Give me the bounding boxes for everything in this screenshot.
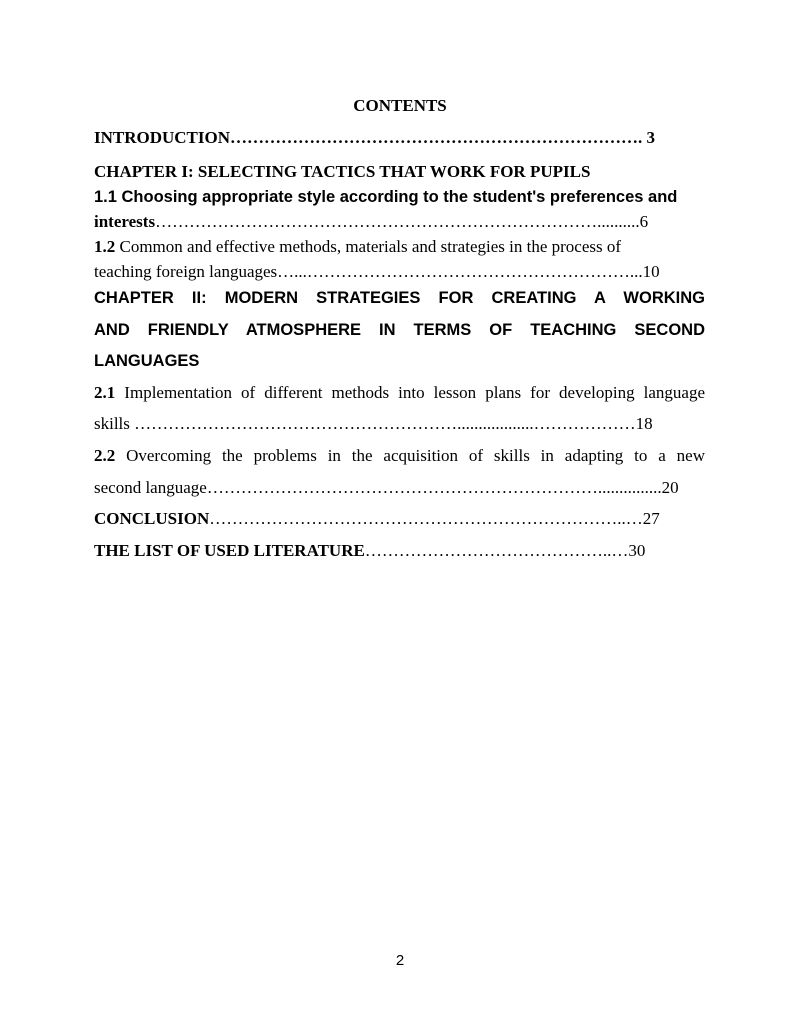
toc-entry-label: interests <box>94 212 156 231</box>
toc-entry-leader: ……………………………………..…30 <box>364 541 646 560</box>
toc-heading-chapter-2-line-3: LANGUAGES <box>94 352 200 370</box>
toc-entry-label: CONCLUSION <box>94 509 210 528</box>
toc-heading-chapter-2-line-1: CHAPTER II: MODERN STRATEGIES FOR CREATING A WORKING <box>94 289 705 307</box>
toc-entry-text: Implementation of different methods into lesson plans for developing language <box>115 383 705 402</box>
toc-entry-introduction: INTRODUCTION………………………………………………………………. 3 <box>94 128 656 147</box>
toc-entry-leader: ………………………………………………………………..…27 <box>209 509 660 528</box>
contents-title: CONTENTS <box>353 96 447 115</box>
toc-entry-conclusion <box>94 509 705 529</box>
toc-entry-number: 2.2 <box>94 446 116 465</box>
toc-entry-label: THE LIST OF USED LITERATURE <box>94 541 365 560</box>
page-number: 2 <box>395 952 405 969</box>
toc-entry-1-2-line-1 <box>94 237 705 257</box>
toc-heading-chapter-2-line-2: AND FRIENDLY ATMOSPHERE IN TERMS OF TEACHING SECOND <box>94 321 705 339</box>
toc-entry-text: Common and effective methods, materials and strategies in the process of <box>115 237 622 256</box>
toc-entry-leader: ……………………………………………………………………..........6 <box>155 212 649 231</box>
toc-entry-number: 2.1 <box>94 383 116 402</box>
toc-entry-2-2-line-2: second language……………………………………………………………...............20 <box>94 478 679 497</box>
toc-entry-1-2-line-2: teaching foreign languages…...…………………………………………………...10 <box>94 262 660 281</box>
toc-entry-literature <box>94 541 705 561</box>
toc-entry-2-1-line-1 <box>94 383 705 403</box>
toc-entry-2-1-line-2: skills …………………………………………………..................………………18 <box>94 414 653 433</box>
toc-entry-number: 1.2 <box>94 237 116 256</box>
toc-entry-2-2-line-1 <box>94 446 705 466</box>
toc-entry-1-1-line-2 <box>94 212 705 232</box>
toc-heading-chapter-1: CHAPTER I: SELECTING TACTICS THAT WORK FOR PUPILS <box>94 162 591 181</box>
toc-entry-1-1-line-1: 1.1 Choosing appropriate style according to the student's preferences and <box>94 188 678 206</box>
toc-entry-text: Overcoming the problems in the acquisition of skills in adapting to a new <box>115 446 705 465</box>
